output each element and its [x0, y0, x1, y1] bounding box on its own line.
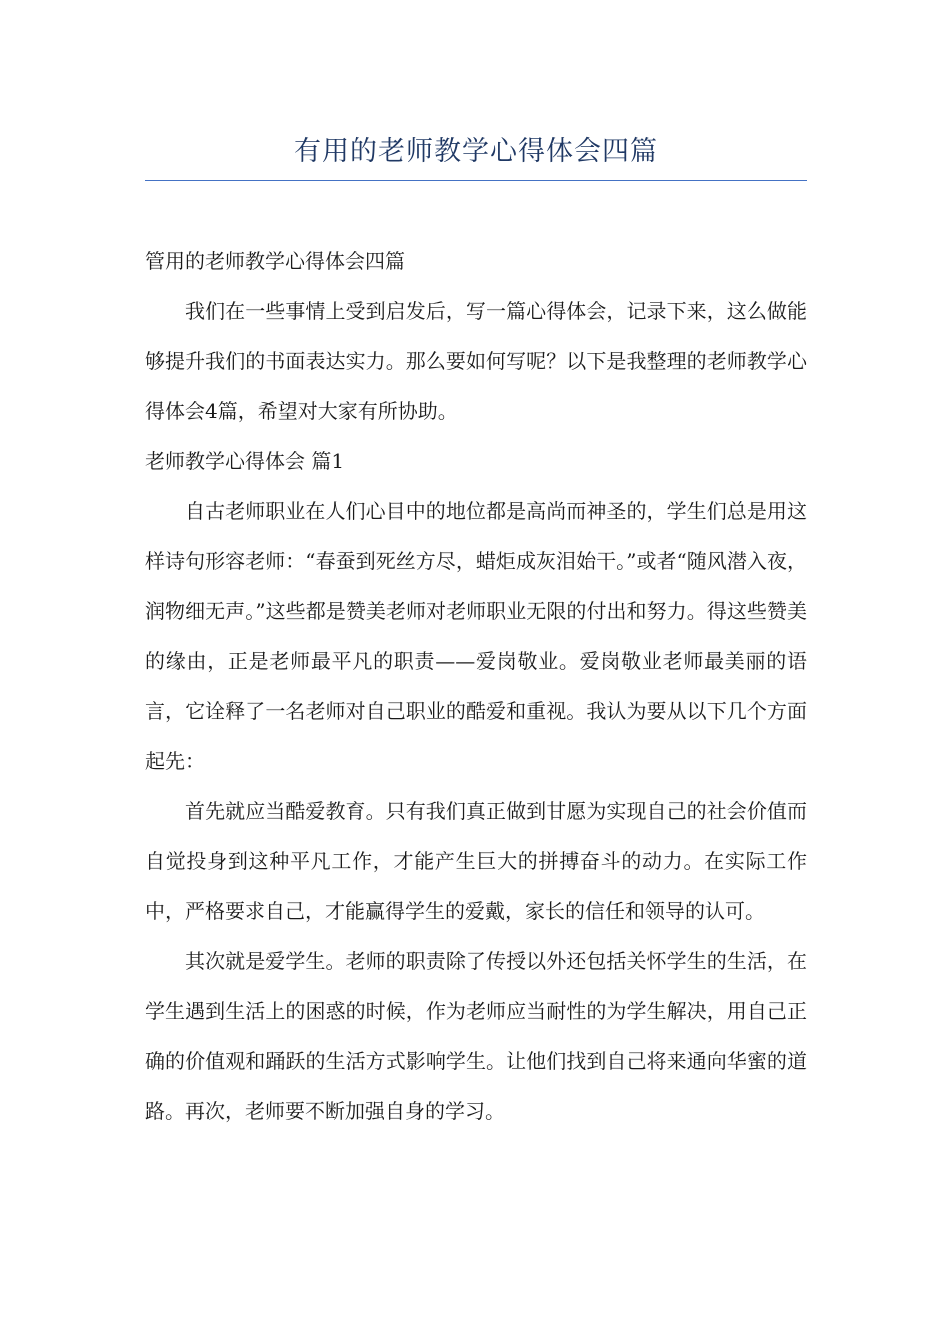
intro-paragraph: 我们在一些事情上受到启发后，写一篇心得体会，记录下来，这么做能够提升我们的书面表达实力。那么要如何写呢？以下是我整理的老师教学心得体会4篇，希望对大家有所协助。 — [145, 299, 807, 423]
title-underline — [145, 180, 807, 181]
document-title: 有用的老师教学心得体会四篇 — [294, 136, 658, 167]
body-paragraph: 其次就是爱学生。老师的职责除了传授以外还包括关怀学生的生活，在学生遇到生活上的困惑的时候，作为老师应当耐性的为学生解决，用自己正确的价值观和踊跃的生活方式影响学生。让他们找到自己将来通向华蜜的道路。再次，老师要不断加强自身的学习。 — [145, 949, 807, 1123]
body-paragraph: 自古老师职业在人们心目中的地位都是高尚而神圣的，学生们总是用这样诗句形容老师：“春蚕到死丝方尽，蜡炬成灰泪始干。”或者“随风潜入夜，润物细无声。”这些都是赞美老师对老师职业无限的付出和努力。得这些赞美的缘由，正是老师最平凡的职责——爱岗敬业。爱岗敬业老师最美丽的语言，它诠释了一名老师对自己职业的酷爱和重视。我认为要从以下几个方面起先： — [145, 499, 807, 773]
document-body — [145, 236, 807, 1136]
body-paragraph: 首先就应当酷爱教育。只有我们真正做到甘愿为实现自己的社会价值而自觉投身到这种平凡工作，才能产生巨大的拼搏奋斗的动力。在实际工作中，严格要求自己，才能赢得学生的爱戴，家长的信任和领导的认可。 — [145, 799, 807, 923]
document-subtitle: 管用的老师教学心得体会四篇 — [145, 249, 405, 273]
section-heading: 老师教学心得体会 篇1 — [145, 449, 345, 473]
